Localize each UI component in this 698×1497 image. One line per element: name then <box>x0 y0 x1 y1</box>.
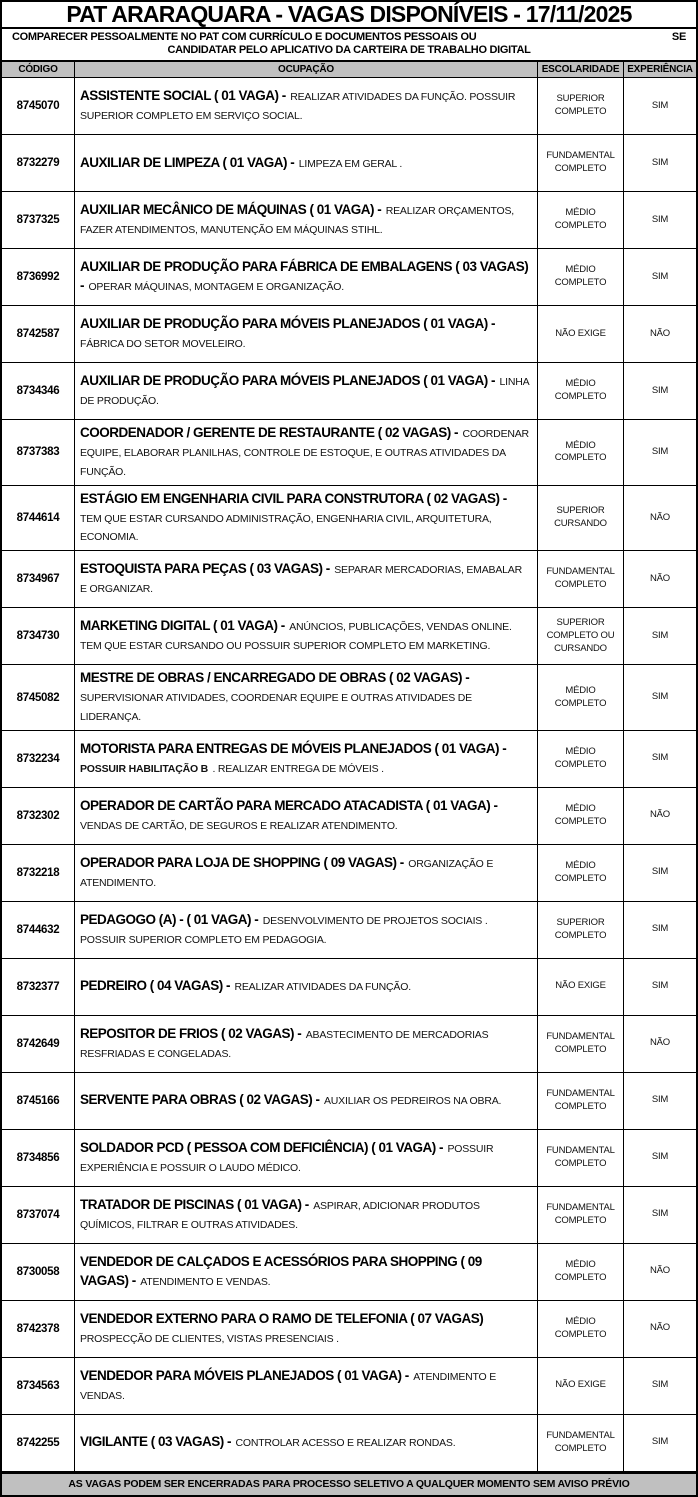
job-code: 8732279 <box>2 135 75 191</box>
job-code: 8737383 <box>2 420 75 485</box>
job-title: MOTORISTA PARA ENTREGAS DE MÓVEIS PLANEJADOS ( 01 VAGA) - <box>80 741 507 756</box>
job-description: ANÚNCIOS, PUBLICAÇÕES, VENDAS ONLINE. TEM QUE ESTAR CURSANDO OU POSSUIR SUPERIOR COMPLETO EM MARKETING. <box>80 621 512 653</box>
job-experience: NÃO <box>650 572 670 584</box>
job-occupation-cell <box>75 1301 538 1357</box>
job-experience: SIM <box>651 1379 669 1391</box>
instructions-right-fragment: SE <box>671 31 686 43</box>
job-education: NÃO EXIGE <box>538 959 624 1015</box>
job-experience: SIM <box>651 1208 669 1220</box>
job-occupation-text <box>80 424 529 481</box>
instructions-line2: CANDIDATAR PELO APLICATIVO DA CARTEIRA DE TRABALHO DIGITAL <box>167 44 531 56</box>
job-occupation-cell <box>75 902 538 958</box>
job-occupation-text <box>80 490 529 547</box>
table-body <box>2 78 696 1471</box>
job-title: REPOSITOR DE FRIOS ( 02 VAGAS) - <box>80 1026 302 1041</box>
instructions-line1: COMPARECER PESSOALMENTE NO PAT COM CURRÍCULO E DOCUMENTOS PESSOAIS OU <box>12 31 477 43</box>
job-occupation-text <box>80 1253 529 1291</box>
job-occupation-cell <box>75 1130 538 1186</box>
job-code: 8742378 <box>2 1301 75 1357</box>
table-row <box>2 192 696 249</box>
job-description: TEM QUE ESTAR CURSANDO ADMINISTRAÇÃO, ENGENHARIA CIVIL, ARQUITETURA, ECONOMIA. <box>80 512 492 544</box>
job-occupation-cell <box>75 306 538 362</box>
job-description: ABASTECIMENTO DE MERCADORIAS RESFRIADAS E CONGELADAS. <box>80 1029 489 1060</box>
job-code: 8730058 <box>2 1244 75 1300</box>
job-education: MÉDIO COMPLETO <box>538 420 624 485</box>
job-experience: SIM <box>651 752 669 764</box>
job-occupation-text <box>80 201 529 239</box>
instructions-box <box>0 29 698 62</box>
job-occupation-text <box>80 1139 529 1177</box>
job-title: VENDEDOR DE CALÇADOS E ACESSÓRIOS PARA SHOPPING ( 09 VAGAS) - <box>80 1254 482 1288</box>
table-row <box>2 731 696 788</box>
job-occupation-text <box>80 560 529 598</box>
job-code: 8732377 <box>2 959 75 1015</box>
job-title: AUXILIAR DE PRODUÇÃO PARA MÓVEIS PLANEJADOS ( 01 VAGA) - <box>80 316 496 332</box>
job-experience: SIM <box>651 1436 669 1448</box>
job-education: FUNDAMENTAL COMPLETO <box>538 135 624 191</box>
job-description: REALIZAR ATIVIDADES DA FUNÇÃO. <box>234 981 411 994</box>
job-description: LINHA DE PRODUÇÃO. <box>80 376 529 407</box>
job-experience: SIM <box>651 156 669 168</box>
job-experience: SIM <box>651 99 669 111</box>
job-code: 8734563 <box>2 1358 75 1414</box>
job-occupation-cell <box>75 249 538 305</box>
job-occupation-cell <box>75 363 538 419</box>
job-experience: NÃO <box>650 1265 670 1277</box>
job-occupation-cell <box>75 788 538 844</box>
job-education: SUPERIOR COMPLETO OU CURSANDO <box>538 608 624 664</box>
job-experience: SIM <box>651 923 669 935</box>
job-education: FUNDAMENTAL COMPLETO <box>538 1415 624 1471</box>
table-row <box>2 1187 696 1244</box>
job-occupation-cell <box>75 420 538 485</box>
job-code: 8734856 <box>2 1130 75 1186</box>
job-description: OPERAR MÁQUINAS, MONTAGEM E ORGANIZAÇÃO. <box>88 281 344 293</box>
job-occupation-cell <box>75 486 538 551</box>
job-code: 8732218 <box>2 845 75 901</box>
job-description: COORDENAR EQUIPE, ELABORAR PLANILHAS, CONTROLE DE ESTOQUE, E OUTRAS ATIVIDADES DA FUNÇÃO. <box>80 428 529 478</box>
job-education: FUNDAMENTAL COMPLETO <box>538 1016 624 1072</box>
job-occupation-text <box>80 87 529 125</box>
job-title: VENDEDOR EXTERNO PARA O RAMO DE TELEFONIA ( 07 VAGAS) <box>80 1311 484 1326</box>
job-education: MÉDIO COMPLETO <box>538 788 624 844</box>
job-description: AUXILIAR OS PEDREIROS NA OBRA. <box>324 1095 502 1108</box>
job-occupation-cell <box>75 1016 538 1072</box>
table-header-row <box>2 62 696 78</box>
job-occupation-text <box>80 1025 529 1063</box>
job-education: NÃO EXIGE <box>538 306 624 362</box>
job-title: AUXILIAR DE PRODUÇÃO PARA MÓVEIS PLANEJADOS ( 01 VAGA) - <box>80 373 496 389</box>
table-row <box>2 1073 696 1130</box>
table-row <box>2 1301 696 1358</box>
job-title: SOLDADOR PCD ( PESSOA COM DEFICIÊNCIA) ( 01 VAGA) - <box>80 1140 444 1155</box>
job-code: 8734730 <box>2 608 75 664</box>
table-row <box>2 608 696 665</box>
job-title: AUXILIAR DE PRODUÇÃO PARA FÁBRICA DE EMBALAGENS ( 03 VAGAS) - <box>80 259 529 293</box>
job-occupation-text <box>80 617 529 655</box>
column-header-ocupacao: OCUPAÇÃO <box>75 62 538 77</box>
column-header-experiencia: EXPERIÊNCIA <box>627 64 693 75</box>
table-row <box>2 1016 696 1073</box>
footer-notice-bar <box>0 1473 698 1497</box>
job-occupation-cell <box>75 1415 538 1471</box>
table-row <box>2 249 696 306</box>
job-code: 8744614 <box>2 486 75 551</box>
column-header-escolaridade: ESCOLARIDADE <box>538 62 624 77</box>
table-row <box>2 78 696 135</box>
job-education: SUPERIOR COMPLETO <box>538 902 624 958</box>
job-code: 8732302 <box>2 788 75 844</box>
table-row <box>2 420 696 486</box>
job-experience: SIM <box>651 384 669 396</box>
job-occupation-text <box>80 797 529 835</box>
job-code: 8736992 <box>2 249 75 305</box>
job-experience: NÃO <box>650 809 670 821</box>
table-row <box>2 845 696 902</box>
job-occupation-cell <box>75 192 538 248</box>
job-title: OPERADOR DE CARTÃO PARA MERCADO ATACADISTA ( 01 VAGA) - <box>80 798 498 813</box>
table-row <box>2 902 696 959</box>
job-experience: SIM <box>651 980 669 992</box>
job-title: ASSISTENTE SOCIAL ( 01 VAGA) - <box>80 88 286 104</box>
job-description: DESENVOLVIMENTO DE PROJETOS SOCIAIS . POSSUIR SUPERIOR COMPLETO EM PEDAGOGIA. <box>80 915 488 946</box>
job-code: 8737325 <box>2 192 75 248</box>
table-row <box>2 551 696 608</box>
job-occupation-cell <box>75 78 538 134</box>
table-row <box>2 959 696 1016</box>
job-occupation-text <box>80 258 529 296</box>
table-row <box>2 1415 696 1471</box>
job-experience: SIM <box>651 445 669 457</box>
table-row <box>2 665 696 731</box>
job-description: . REALIZAR ENTREGA DE MÓVEIS . <box>212 762 384 775</box>
job-education: SUPERIOR CURSANDO <box>538 486 624 551</box>
job-occupation-text <box>80 1367 529 1405</box>
job-experience: SIM <box>651 1151 669 1163</box>
job-code: 8737074 <box>2 1187 75 1243</box>
jobs-table <box>0 62 698 1473</box>
job-description: CONTROLAR ACESSO E REALIZAR RONDAS. <box>235 1437 456 1450</box>
job-experience: SIM <box>651 691 669 703</box>
job-description: VENDAS DE CARTÃO, DE SEGUROS E REALIZAR ATENDIMENTO. <box>80 819 398 832</box>
job-code: 8742255 <box>2 1415 75 1471</box>
job-description-bold: POSSUIR HABILITAÇÃO B <box>80 762 209 775</box>
job-code: 8745166 <box>2 1073 75 1129</box>
job-education: NÃO EXIGE <box>538 1358 624 1414</box>
job-description: POSSUIR EXPERIÊNCIA E POSSUIR O LAUDO MÉDICO. <box>80 1143 494 1174</box>
job-occupation-text <box>80 740 529 778</box>
job-code: 8734346 <box>2 363 75 419</box>
table-row <box>2 486 696 552</box>
table-row <box>2 135 696 192</box>
job-description: ATENDIMENTO E VENDAS. <box>140 1275 271 1288</box>
job-occupation-cell <box>75 1244 538 1300</box>
job-experience: SIM <box>651 270 669 282</box>
job-description: PROSPECÇÃO DE CLIENTES, VISTAS PRESENCIAIS . <box>80 1332 339 1345</box>
job-experience: SIM <box>651 866 669 878</box>
job-title: PEDAGOGO (A) - ( 01 VAGA) - <box>80 912 259 927</box>
job-title: VIGILANTE ( 03 VAGAS) - <box>80 1434 232 1450</box>
column-header-codigo: CÓDIGO <box>2 62 75 77</box>
job-experience: NÃO <box>650 1037 670 1049</box>
job-description: SUPERVISIONAR ATIVIDADES, COORDENAR EQUIPE E OUTRAS ATIVIDADES DE LIDERANÇA. <box>80 692 472 723</box>
footer-notice-text: AS VAGAS PODEM SER ENCERRADAS PARA PROCESSO SELETIVO A QUALQUER MOMENTO SEM AVISO PRÉVIO <box>68 1478 630 1491</box>
table-row <box>2 1358 696 1415</box>
job-title: MARKETING DIGITAL ( 01 VAGA) - <box>80 618 285 634</box>
job-occupation-text <box>80 911 529 949</box>
job-education: MÉDIO COMPLETO <box>538 731 624 787</box>
job-experience: SIM <box>651 1094 669 1106</box>
job-description: LIMPEZA EM GERAL . <box>298 157 403 170</box>
job-title: MESTRE DE OBRAS / ENCARREGADO DE OBRAS ( 02 VAGAS) - <box>80 670 470 686</box>
job-occupation-text <box>80 1196 529 1234</box>
job-education: FUNDAMENTAL COMPLETO <box>538 1130 624 1186</box>
job-education: FUNDAMENTAL COMPLETO <box>538 1073 624 1129</box>
job-title: COORDENADOR / GERENTE DE RESTAURANTE ( 02 VAGAS) - <box>80 425 459 440</box>
document-title-bar <box>0 0 698 29</box>
job-occupation-text <box>80 1091 501 1110</box>
job-occupation-cell <box>75 1073 538 1129</box>
job-code: 8742587 <box>2 306 75 362</box>
table-row <box>2 363 696 420</box>
job-occupation-cell <box>75 665 538 730</box>
table-row <box>2 1244 696 1301</box>
job-occupation-cell <box>75 1187 538 1243</box>
job-experience: SIM <box>651 629 669 641</box>
job-description: FÁBRICA DO SETOR MOVELEIRO. <box>80 338 246 350</box>
job-education: MÉDIO COMPLETO <box>538 845 624 901</box>
job-code: 8745070 <box>2 78 75 134</box>
job-experience: SIM <box>651 213 669 225</box>
job-title: SERVENTE PARA OBRAS ( 02 VAGAS) - <box>80 1092 320 1108</box>
job-education: MÉDIO COMPLETO <box>538 1244 624 1300</box>
job-occupation-cell <box>75 1358 538 1414</box>
job-occupation-text <box>80 977 411 996</box>
job-description: ORGANIZAÇÃO E ATENDIMENTO. <box>80 858 494 889</box>
job-title: ESTÁGIO EM ENGENHARIA CIVIL PARA CONSTRUTORA ( 02 VAGAS) - <box>80 490 507 506</box>
job-title: VENDEDOR PARA MÓVEIS PLANEJADOS ( 01 VAGA) - <box>80 1368 409 1383</box>
job-experience: NÃO <box>650 511 670 523</box>
job-description: SEPARAR MERCADORIAS, EMABALAR E ORGANIZAR. <box>80 564 522 596</box>
job-code: 8734967 <box>2 551 75 607</box>
job-occupation-cell <box>75 608 538 664</box>
job-code: 8742649 <box>2 1016 75 1072</box>
job-education: FUNDAMENTAL COMPLETO <box>538 551 624 607</box>
job-description: REALIZAR ATIVIDADES DA FUNÇÃO. POSSUIR SUPERIOR COMPLETO EM SERVIÇO SOCIAL. <box>80 91 516 122</box>
job-occupation-cell <box>75 135 538 191</box>
job-occupation-text <box>80 1433 455 1452</box>
job-experience: NÃO <box>650 327 670 339</box>
job-title: AUXILIAR MECÂNICO DE MÁQUINAS ( 01 VAGA) - <box>80 202 382 218</box>
job-title: OPERADOR PARA LOJA DE SHOPPING ( 09 VAGAS) - <box>80 855 404 870</box>
job-occupation-cell <box>75 959 538 1015</box>
job-occupation-text <box>80 669 529 726</box>
job-description: ASPIRAR, ADICIONAR PRODUTOS QUÍMICOS, FILTRAR E OUTRAS ATIVIDADES. <box>80 1200 480 1231</box>
table-row <box>2 788 696 845</box>
job-title: PEDREIRO ( 04 VAGAS) - <box>80 978 231 994</box>
job-description: REALIZAR ORÇAMENTOS, FAZER ATENDIMENTOS, MANUTENÇÃO EM MÁQUINAS STIHL. <box>80 205 514 236</box>
job-code: 8745082 <box>2 665 75 730</box>
job-education: MÉDIO COMPLETO <box>538 665 624 730</box>
job-occupation-cell <box>75 551 538 607</box>
job-experience: NÃO <box>650 1322 670 1334</box>
job-education: MÉDIO COMPLETO <box>538 249 624 305</box>
job-occupation-text <box>80 315 529 353</box>
job-education: MÉDIO COMPLETO <box>538 363 624 419</box>
job-education: SUPERIOR COMPLETO <box>538 78 624 134</box>
job-description: ATENDIMENTO E VENDAS. <box>80 1371 497 1402</box>
job-education: MÉDIO COMPLETO <box>538 192 624 248</box>
job-title: ESTOQUISTA PARA PEÇAS ( 03 VAGAS) - <box>80 561 330 577</box>
job-code: 8744632 <box>2 902 75 958</box>
table-row <box>2 306 696 363</box>
job-education: MÉDIO COMPLETO <box>538 1301 624 1357</box>
job-occupation-cell <box>75 731 538 787</box>
job-education: FUNDAMENTAL COMPLETO <box>538 1187 624 1243</box>
job-occupation-text <box>80 372 529 410</box>
page-title: PAT ARARAQUARA - VAGAS DISPONÍVEIS - 17/11/2025 <box>66 1 632 27</box>
job-occupation-text <box>80 1310 529 1348</box>
job-title: AUXILIAR DE LIMPEZA ( 01 VAGA) - <box>80 154 295 170</box>
job-occupation-cell <box>75 845 538 901</box>
job-title: TRATADOR DE PISCINAS ( 01 VAGA) - <box>80 1197 309 1212</box>
job-code: 8732234 <box>2 731 75 787</box>
job-occupation-text <box>80 154 402 173</box>
table-row <box>2 1130 696 1187</box>
job-occupation-text <box>80 854 529 892</box>
